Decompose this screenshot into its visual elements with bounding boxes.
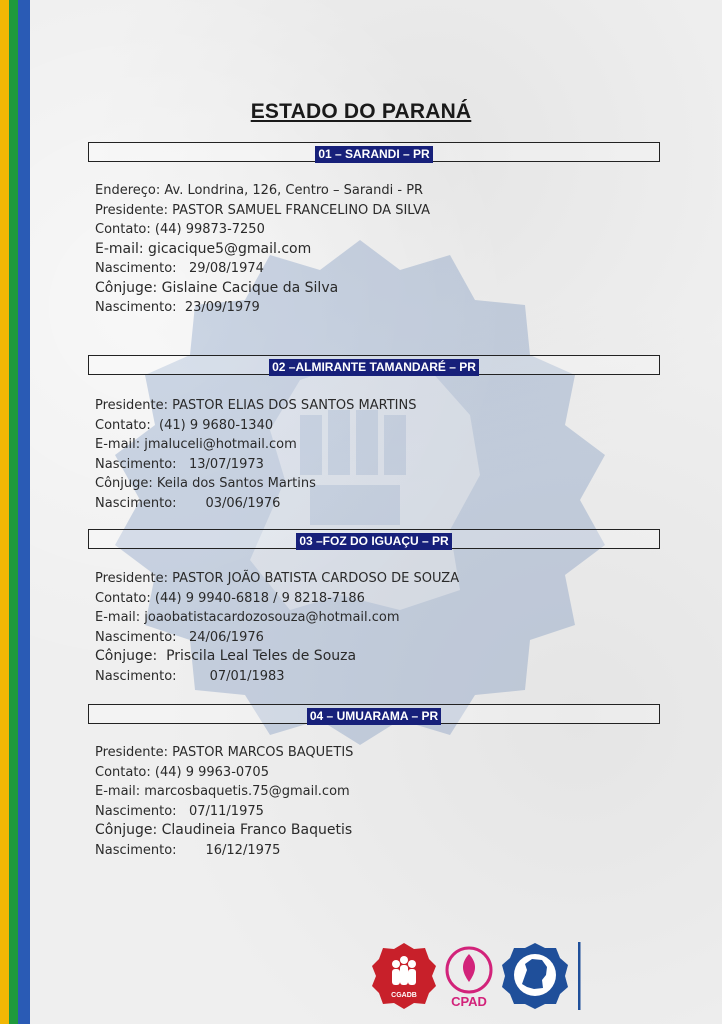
- left-color-stripes: [0, 0, 30, 1024]
- section-details-almirante-tamandare: [95, 396, 416, 513]
- page-title: ESTADO DO PARANÁ: [250, 100, 472, 123]
- cpad-logo-icon: [447, 948, 491, 1009]
- section-header-foz-do-iguacu: [88, 529, 660, 549]
- birth-line: Nascimento: 29/08/1974: [95, 261, 264, 276]
- conamad-logo-icon: [502, 943, 568, 1009]
- section-details-sarandi: [95, 181, 430, 318]
- birth-line: Nascimento: 07/11/1975: [95, 803, 264, 819]
- cgadb-logo-label: CGADB: [391, 992, 417, 999]
- conamad-logo-label: CONAMAD: [521, 996, 549, 1002]
- contact-line: Contato: (44) 9 9940-6818 / 9 8218-7186: [95, 590, 365, 606]
- footer-divider: [578, 942, 581, 1010]
- address-line: Endereço: Av. Londrina, 126, Centro – Sarandi - PR: [95, 183, 424, 198]
- president-line: Presidente: PASTOR SAMUEL FRANCELINO DA SILVA: [95, 202, 431, 218]
- birth-line: Nascimento: 24/06/1976: [95, 629, 264, 645]
- cgadb-logo-icon: [372, 943, 436, 1009]
- email-line: E-mail: gicacique5@gmail.com: [95, 240, 312, 257]
- section-details-umuarama: [95, 743, 353, 860]
- contact-line: Contato: (44) 99873-7250: [95, 222, 265, 237]
- cpad-logo-label: CPAD: [451, 994, 487, 1009]
- president-line: Presidente: PASTOR ELIAS DOS SANTOS MARTINS: [95, 398, 417, 413]
- contact-line: Contato: (41) 9 9680-1340: [95, 417, 274, 433]
- section-header-label: 03 –FOZ DO IGUAÇU – PR: [296, 533, 451, 550]
- contact-line: Contato: (44) 9 9963-0705: [95, 764, 269, 780]
- spouse-birth-line: Nascimento: 16/12/1975: [95, 842, 281, 858]
- spouse-line: Cônjuge: Keila dos Santos Martins: [95, 476, 316, 491]
- email-line: E-mail: joaobatistacardozosouza@hotmail.com: [95, 610, 400, 625]
- section-header-label: 01 – SARANDI – PR: [315, 146, 432, 163]
- spouse-birth-line: Nascimento: 03/06/1976: [95, 495, 281, 511]
- spouse-line: Cônjuge: Priscila Leal Teles de Souza: [95, 648, 357, 664]
- section-header-label: 02 –ALMIRANTE TAMANDARÉ – PR: [269, 359, 479, 376]
- spouse-birth-line: Nascimento: 23/09/1979: [95, 300, 260, 315]
- spouse-line: Cônjuge: Claudineia Franco Baquetis: [95, 822, 353, 838]
- president-line: Presidente: PASTOR JOÃO BATISTA CARDOSO DE SOUZA: [95, 571, 460, 586]
- spouse-birth-line: Nascimento: 07/01/1983: [95, 668, 285, 684]
- blue-stripe: [18, 0, 30, 1024]
- spouse-line: Cônjuge: Gislaine Cacique da Silva: [95, 279, 339, 296]
- section-header-almirante-tamandare: [88, 355, 660, 375]
- yellow-stripe: [0, 0, 9, 1024]
- footer-logos: [372, 942, 582, 1010]
- section-header-umuarama: [88, 704, 660, 724]
- president-line: Presidente: PASTOR MARCOS BAQUETIS: [95, 745, 354, 760]
- section-header-label: 04 – UMUARAMA – PR: [307, 708, 441, 725]
- birth-line: Nascimento: 13/07/1973: [95, 456, 264, 472]
- green-stripe: [9, 0, 18, 1024]
- section-header-sarandi: [88, 142, 660, 162]
- email-line: E-mail: jmaluceli@hotmail.com: [95, 437, 297, 452]
- section-details-foz-do-iguacu: [95, 569, 459, 686]
- email-line: E-mail: marcosbaquetis.75@gmail.com: [95, 784, 350, 799]
